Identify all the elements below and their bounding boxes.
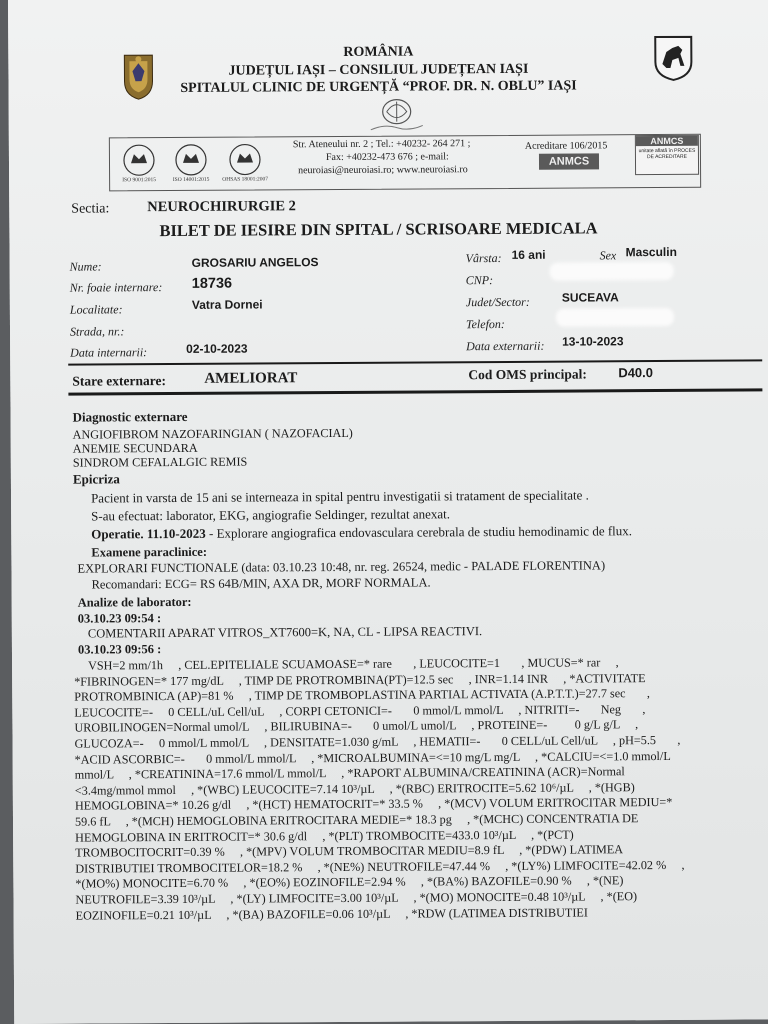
address-line-1: Str. Ateneului nr. 2 ; Tel.: +40232- 264 271 ; bbox=[292, 138, 471, 151]
sex-label: Sex bbox=[599, 248, 617, 263]
locality-value: Vatra Dornei bbox=[191, 297, 263, 312]
name-label: Nume: bbox=[69, 259, 102, 274]
operation-line bbox=[91, 523, 632, 542]
lab-result-line: UROBILINOGEN=Normal umol/L , BILIRUBINA=- 0 umol/L umol/L , PROTEINE=- 0 g/L g/L , bbox=[74, 717, 639, 735]
lab-result-line: VSH=2 mm/1h , CEL.EPITELIALE SCUAMOASE=* rare , LEUCOCITE=1 , MUCUS=* rar , bbox=[88, 655, 619, 673]
anmcs-note: unitate aflată în PROCES DE ACREDITARE bbox=[638, 147, 696, 161]
section-value: NEUROCHIRURGIE 2 bbox=[147, 198, 296, 216]
exams-heading: Examene paraclinice: bbox=[91, 544, 208, 560]
lab-heading: Analize de laborator: bbox=[77, 594, 192, 610]
operation-label: Operatie. 11.10-2023 bbox=[91, 525, 206, 542]
header-hospital: SPITALUL CLINIC DE URGENȚĂ “PROF. DR. N. OBLU” IAȘI bbox=[180, 78, 577, 96]
status-label: Stare externare: bbox=[72, 373, 166, 389]
status-bottom-rule bbox=[68, 388, 762, 395]
lab-result-line: EOZINOFILE=0.21 10³/µL , *(BA) BAZOFILE=0.06 10³/µL , *RDW (LATIMEA DISTRIBUTIEI bbox=[75, 905, 588, 923]
status-value: AMELIORAT bbox=[204, 370, 298, 387]
iasi-county-coat-of-arms-icon bbox=[652, 34, 694, 87]
cnp-label: CNP: bbox=[465, 273, 494, 288]
lab-result-line: HEMOGLOBINA=* 10.26 g/dl , *(HCT) HEMATOCRIT=* 33.5 % , *(MCV) VOLUM ERITROCITAR MEDIU=* bbox=[74, 795, 673, 813]
lab-result-line: HEMOGLOBINA IN ERITROCIT=* 30.6 g/dl , *(PLT) TROMBOCITE=433.0 10³/µL , *(PCT) bbox=[75, 827, 574, 845]
diagnosis-item-3: SINDROM CEFALALGIC REMIS bbox=[72, 454, 248, 470]
address-line-3: neuroiasi@neuroiasi.ro; www.neuroiasi.ro bbox=[298, 164, 468, 177]
certification-badge-2 bbox=[167, 143, 215, 191]
county-label: Judet/Sector: bbox=[465, 294, 530, 310]
lab-result-line: PROTROMBINICA (AP)=81 % , TIMP DE TROMBOPLASTINA PARTIAL ACTIVATA (A.P.T.T.)=27.7 sec , bbox=[74, 686, 650, 704]
accreditation-text: Acreditare 106/2015 bbox=[524, 140, 608, 152]
sex-value: Masculin bbox=[625, 244, 677, 260]
phone-label: Telefon: bbox=[465, 316, 505, 332]
epicrisis-heading: Epicriza bbox=[72, 471, 120, 487]
section-label: Sectia: bbox=[71, 201, 110, 217]
lab-result-line: TROMBOCITOCRIT=0.39 % , *(MPV) VOLUM TROMBOCITAR MEDIU=8.9 fL , *(PDW) LATIMEA bbox=[75, 842, 624, 860]
phone-redaction bbox=[556, 308, 674, 327]
file-number: 18736 bbox=[191, 275, 233, 292]
operation-text: - Explorare angiografica endovasculara cerebrala de studiu hemodinamic de flux. bbox=[205, 523, 633, 541]
cert-label: OHSAS 18001:2007 bbox=[222, 176, 268, 183]
cert-label: ISO 9001:2015 bbox=[122, 177, 156, 184]
admission-date: 02-10-2023 bbox=[186, 341, 248, 356]
lab-result-line: DISTRIBUTIEI TROMBOCITELOR=18.2 % , *(NE%) NEUTROFILE=47.44 % , *(LY%) LIMFOCITE=42.02 % , bbox=[75, 857, 685, 876]
oms-label: Cod OMS principal: bbox=[468, 366, 587, 383]
admission-label: Data internarii: bbox=[70, 345, 148, 360]
lab-result-line: GLUCOZA=- 0 mmol/L mmol/L , DENSITATE=1.030 g/mL , HEMATII=- 0 CELL/uL Cell/uL , pH=5.5 , bbox=[74, 732, 681, 751]
hospital-logo-icon bbox=[365, 95, 429, 138]
lab-time-1: 03.10.23 09:54 : bbox=[77, 611, 162, 626]
document-title: BILET DE IESIRE DIN SPITAL / SCRISOARE MEDICALA bbox=[159, 218, 598, 241]
epicrisis-paragraph-1: Pacient in varsta de 15 ani se interneaza in spital pentru investigatii si tratament de specialitate . bbox=[90, 487, 589, 506]
lab-comment-1: COMENTARII APARAT VITROS_XT7600=K, NA, CL - LIPSA REACTIVI. bbox=[87, 624, 483, 641]
cnp-redaction bbox=[550, 262, 674, 281]
romania-coat-of-arms-icon bbox=[120, 51, 156, 106]
epicrisis-paragraph-2: S-au efectuat: laborator, EKG, angiografie Seldinger, rezultat anexat. bbox=[91, 506, 451, 524]
lab-result-line: *ACID ASCORBIC=- 0 mmol/L mmol/L , *MICROALBUMINA=<=10 mg/L mg/L , *CALCIU=<=1.0 mmol/L bbox=[74, 748, 671, 767]
lab-result-line: *(MO%) MONOCITE=6.70 % , *(EO%) EOZINOFILE=2.94 % , *(BA%) BAZOFILE=0.90 % , *(NE) bbox=[75, 873, 624, 891]
lab-result-line: mmol/L , *CREATININA=17.6 mmol/L mmol/L , *RAPORT ALBUMINA/CREATININA (ACR)=Normal bbox=[74, 764, 625, 782]
diagnosis-item-1: ANGIOFIBROM NAZOFARINGIAN ( NAZOFACIAL) bbox=[72, 425, 353, 442]
status-top-rule bbox=[68, 359, 762, 365]
county-value: SUCEAVA bbox=[561, 290, 619, 305]
anmcs-accreditation-box bbox=[635, 135, 699, 175]
anmcs-badge: ANMCS bbox=[539, 153, 599, 169]
header-country: ROMÂNIA bbox=[343, 44, 414, 60]
cert-label: ISO 14001:2015 bbox=[172, 176, 210, 183]
age-value: 16 ani bbox=[511, 247, 546, 262]
discharge-label: Data externarii: bbox=[466, 338, 545, 354]
certification-badge-3 bbox=[221, 142, 269, 190]
lab-result-line: 59.6 fL , *(MCH) HEMOGLOBINA ERITROCITARA MEDIE=* 18.3 pg , *(MCHC) CONCENTRATIA DE bbox=[74, 811, 639, 829]
certification-badge-icon bbox=[122, 143, 156, 177]
document-page bbox=[8, 0, 768, 1024]
certification-badge-1 bbox=[115, 143, 163, 191]
street-label: Strada, nr.: bbox=[69, 324, 125, 339]
lab-result-line: <3.4mg/mmol mmol , *(WBC) LEUCOCITE=7.14 10³/µL , *(RBC) ERITROCITE=5.62 10⁶/µL , *(HGB) bbox=[74, 779, 635, 798]
diagnosis-heading: Diagnostic externare bbox=[72, 408, 188, 425]
lab-result-line: LEUCOCITE=- 0 CELL/uL Cell/uL , CORPI CETONICI=- 0 mmol/L mmol/L , NITRITI=- Neg , bbox=[74, 701, 646, 720]
certification-badge-icon bbox=[228, 142, 262, 176]
patient-name: GROSARIU ANGELOS bbox=[191, 255, 319, 270]
header-county: JUDEȚUL IAȘI – CONSILIUL JUDEȚEAN IAȘI bbox=[228, 61, 529, 79]
lab-result-line: NEUTROFILE=3.39 10³/µL , *(LY) LIMFOCITE=3.00 10³/µL , *(MO) MONOCITE=0.48 10³/µL , *(EO) bbox=[75, 889, 638, 907]
functional-explorations: EXPLORARI FUNCTIONALE (data: 03.10.23 10:48, nr. reg. 26524, medic - PALADE FLORENTINA) bbox=[77, 558, 606, 576]
address-line-2: Fax: +40232-473 676 ; e-mail: bbox=[325, 151, 449, 164]
file-label: Nr. foaie internare: bbox=[69, 280, 163, 295]
lab-time-2: 03.10.23 09:56 : bbox=[77, 642, 162, 657]
diagnosis-item-2: ANEMIE SECUNDARA bbox=[72, 440, 198, 456]
anmcs-small-logo: ANMCS bbox=[636, 136, 698, 146]
oms-code: D40.0 bbox=[618, 365, 654, 381]
lab-result-line: *FIBRINOGEN=* 177 mg/dL , TIMP DE PROTROMBINA(PT)=12.5 sec , INR=1.14 INR , *ACTIVITATE bbox=[74, 670, 646, 689]
locality-label: Localitate: bbox=[69, 302, 123, 317]
age-label: Vârsta: bbox=[465, 250, 502, 266]
discharge-date: 13-10-2023 bbox=[562, 334, 624, 349]
certification-badge-icon bbox=[174, 143, 208, 177]
recommendations: Recomandari: ECG= RS 64B/MIN, AXA DR, MORF NORMALA. bbox=[91, 575, 431, 592]
